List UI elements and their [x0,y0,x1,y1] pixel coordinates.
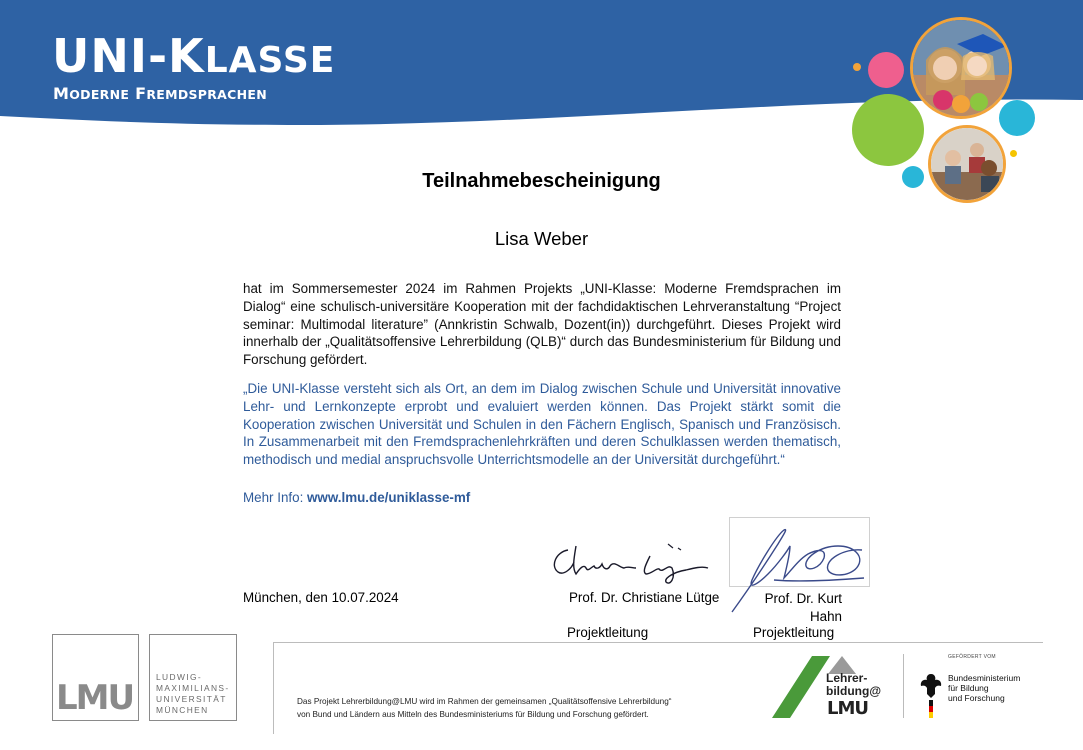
more-info [243,490,470,505]
cyan-bubble-large [999,100,1035,136]
bmbf-funded-label: GEFÖRDERT VOM [948,654,996,660]
brand-title: UNI-KLASSE [52,29,336,83]
brand-subtitle: MODERNE FREMDSPRACHEN [53,84,267,103]
lehrerbildung-logo-text: Lehrer- bildung@ [826,671,882,698]
bmbf-logo-text: Bundesministerium für Bildung und Forschung [948,673,1021,703]
more-info-label: Mehr Info: [243,490,308,505]
funding-text: Das Projekt Lehrerbildung@LMU wird im Rahmen der gemeinsamen „Qualitätsoffensive Lehrerbildung“ von Bund und Ländern aus Mitteln des Bundesministeriums für Bildung und Forschung gefördert. [297,697,672,719]
footer-divider [903,654,904,718]
lehrerbildung-logo-lmu: LMU [827,698,868,719]
lmu-logo-letters: LMU [56,678,134,718]
students-photo [910,17,1012,119]
orange-dot [853,63,861,71]
bmbf-eagle-icon [918,672,944,720]
pink-bubble [868,52,904,88]
recipient-name: Lisa Weber [494,228,589,249]
body-paragraph: hat im Sommersemester 2024 im Rahmen Projekts „UNI-Klasse: Moderne Fremdsprachen im Dialog“ eine schulisch-universitäre Kooperation mit der fachdidaktischen Lehrveranstaltung “Project seminar: Multimodal literature” (Annkristin Schwalb, Dozent(in)) durchgeführt. Dieses Projekt wird innerhalb der „Qualitätsoffensive Lehrerbildung (QLB)“ durch das Bundesministerium für Bildung und Forschung gefördert. [243,281,841,368]
signer-2-role: Projektleitung [753,625,835,640]
lmu-logo-lines: LUDWIG- MAXIMILIANS- UNIVERSITÄT MÜNCHEN [156,672,230,715]
signature-lutge [546,538,711,588]
green-bubble [852,94,924,166]
signer-1-name: Prof. Dr. Christiane Lütge [569,590,720,605]
signer-1-role: Projektleitung [567,625,649,640]
more-info-link[interactable]: www.lmu.de/uniklasse-mf [307,490,471,505]
quote-paragraph: „Die UNI-Klasse versteht sich als Ort, an dem im Dialog zwischen Schule und Universität innovative Lehr- und Lernkonzepte erprobt und evaluiert werden können. Das Projekt stärkt somit die Kooperation zwischen Universität und Schulen in den Fächern Englisch, Spanisch und Französisch. In Zusammenarbeit mit den Fremdsprachenlehrkräften und deren Schulklassen werden thematisch, methodisch und medial anspruchsvolle Unterrichtsmodelle an der Universität durchgeführt.“ [243,381,841,468]
yellow-dot [1010,150,1017,157]
date-location: München, den 10.07.2024 [243,590,399,605]
document-title: Teilnahmebescheinigung [422,170,661,192]
signer-2-name: Prof. Dr. Kurt Hahn [764,591,842,624]
